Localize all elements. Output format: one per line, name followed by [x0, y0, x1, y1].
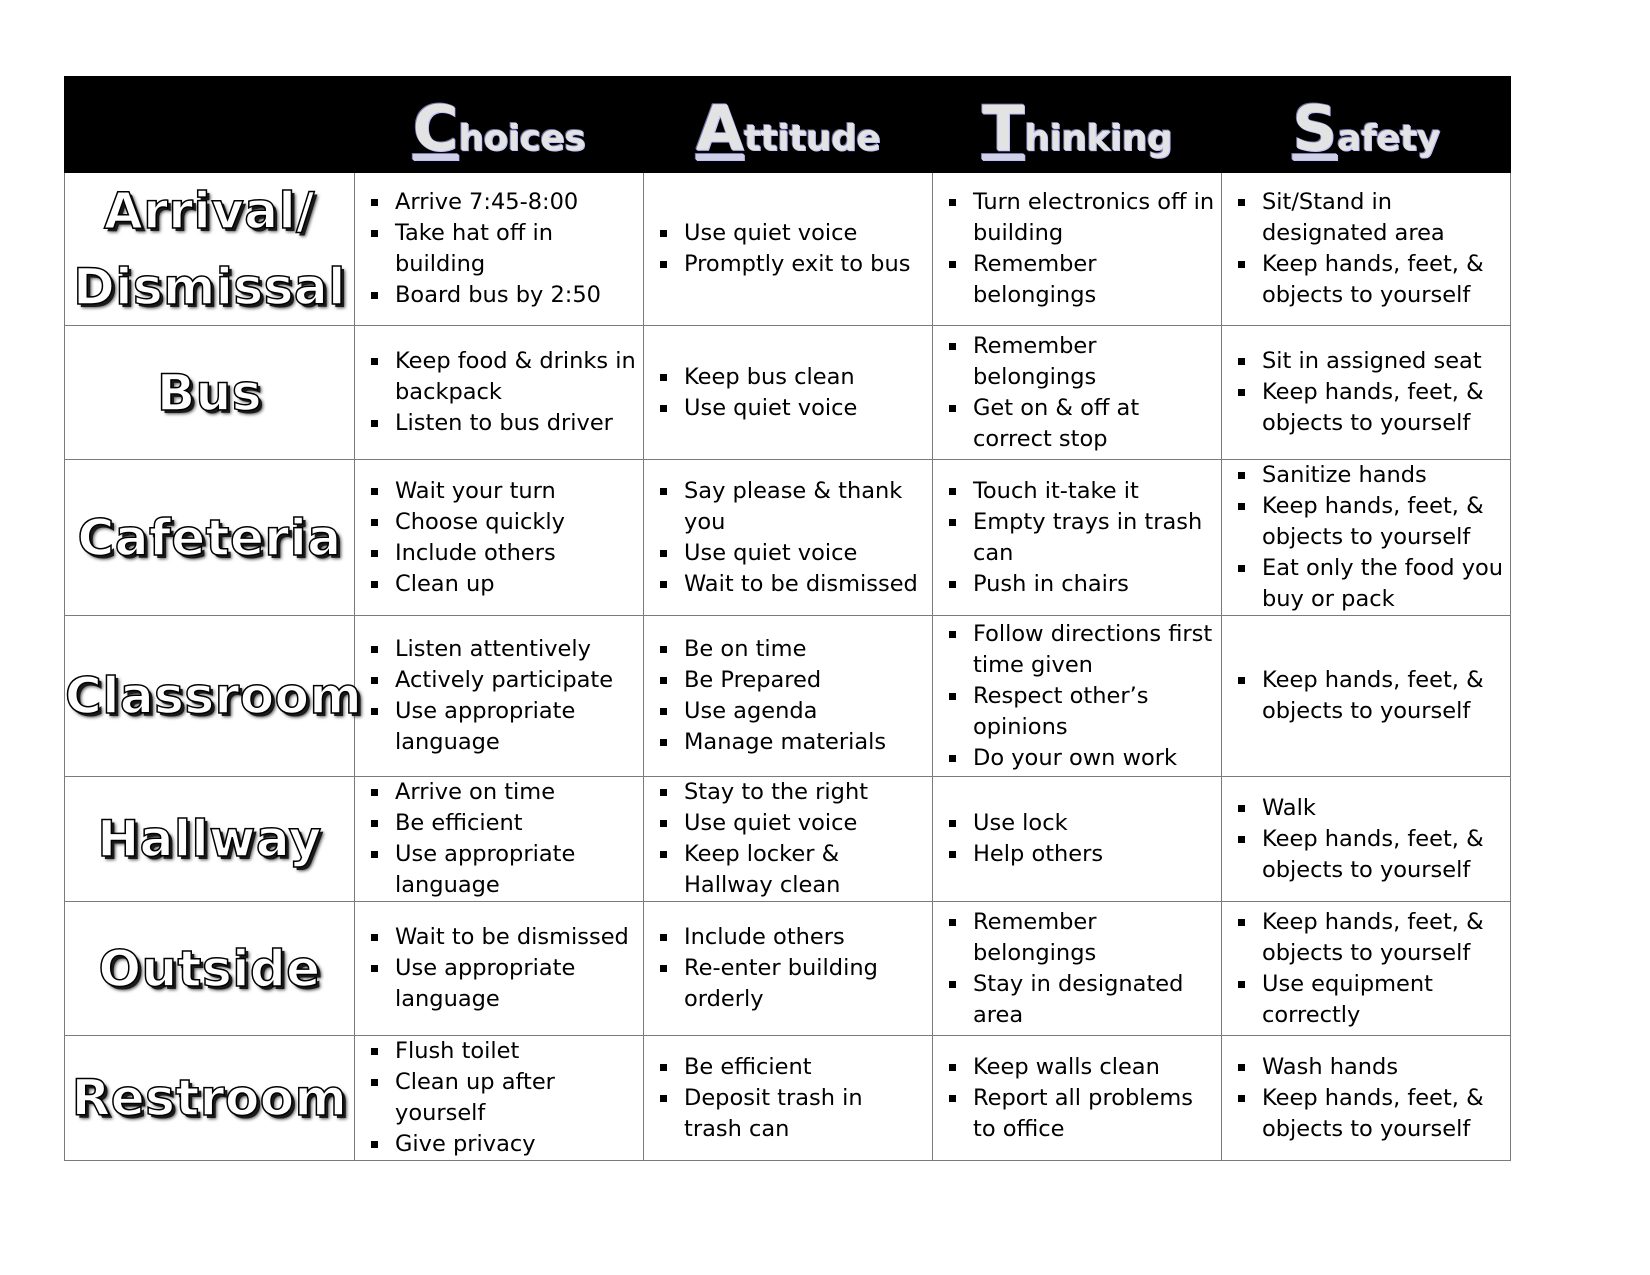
list-item: Give privacy	[367, 1129, 637, 1160]
row-label: Classroom	[65, 667, 363, 725]
header-initial: S	[1292, 92, 1338, 165]
header-attitude	[644, 77, 933, 173]
list-item: Listen attentively	[367, 634, 637, 665]
expectation-list	[933, 619, 1221, 774]
list-item: Use lock	[945, 808, 1215, 839]
header-row	[65, 77, 1511, 173]
expectation-list	[933, 187, 1221, 311]
list-item: Get on & off at correct stop	[945, 393, 1215, 455]
row-label: Arrival/	[104, 182, 315, 240]
list-item: Keep hands, feet, & objects to yourself	[1234, 1083, 1504, 1145]
list-item: Empty trays in trash can	[945, 507, 1215, 569]
row-label-cell	[65, 777, 355, 902]
list-item: Stay to the right	[656, 777, 926, 808]
expectation-list	[933, 1052, 1221, 1145]
row-label: Cafeteria	[77, 508, 342, 567]
list-item: Help others	[945, 839, 1215, 870]
matrix-cell	[1222, 902, 1511, 1036]
expectation-list	[644, 1052, 932, 1145]
table-row	[65, 616, 1511, 777]
list-item: Actively participate	[367, 665, 637, 696]
matrix-cell	[1222, 1036, 1511, 1161]
behavior-matrix-table	[64, 76, 1511, 1161]
list-item: Clean up	[367, 569, 637, 600]
matrix-cell	[933, 173, 1222, 326]
list-item: Keep food & drinks in backpack	[367, 346, 637, 408]
list-item: Choose quickly	[367, 507, 637, 538]
list-item: Wait to be dismissed	[367, 922, 637, 953]
expectation-list	[933, 476, 1221, 600]
table-row	[65, 173, 1511, 326]
row-label-cell	[65, 173, 355, 326]
list-item: Follow directions first time given	[945, 619, 1215, 681]
list-item: Keep locker & Hallway clean	[656, 839, 926, 901]
row-label: Restroom	[71, 1069, 348, 1127]
matrix-header	[65, 77, 1511, 173]
list-item: Do your own work	[945, 743, 1215, 774]
matrix-cell	[644, 902, 933, 1036]
expectation-list	[644, 777, 932, 901]
header-safety	[1222, 77, 1511, 173]
header-corner-cell	[65, 77, 355, 173]
row-label-cell	[65, 326, 355, 460]
matrix-body	[65, 173, 1511, 1161]
list-item: Keep bus clean	[656, 362, 926, 393]
row-label-cell	[65, 1036, 355, 1161]
header-thinking	[933, 77, 1222, 173]
list-item: Use appropriate language	[367, 953, 637, 1015]
expectation-list	[644, 476, 932, 600]
table-row	[65, 1036, 1511, 1161]
list-item: Keep hands, feet, & objects to yourself	[1234, 377, 1504, 439]
list-item: Remember belongings	[945, 249, 1215, 311]
matrix-cell	[355, 173, 644, 326]
matrix-cell	[355, 777, 644, 902]
list-item: Eat only the food you buy or pack	[1234, 553, 1504, 615]
expectation-list	[1222, 1052, 1510, 1145]
expectation-list	[1222, 346, 1510, 439]
expectation-list	[933, 907, 1221, 1031]
expectation-list	[1222, 907, 1510, 1031]
list-item: Push in chairs	[945, 569, 1215, 600]
expectation-list	[355, 346, 643, 439]
list-item: Be Prepared	[656, 665, 926, 696]
list-item: Sit in assigned seat	[1234, 346, 1504, 377]
list-item: Turn electronics off in building	[945, 187, 1215, 249]
matrix-cell	[1222, 173, 1511, 326]
header-initial: C	[412, 92, 459, 165]
row-label: Bus	[157, 363, 262, 422]
matrix-cell	[933, 1036, 1222, 1161]
list-item: Re-enter building orderly	[656, 953, 926, 1015]
list-item: Use agenda	[656, 696, 926, 727]
matrix-cell	[355, 1036, 644, 1161]
list-item: Wait to be dismissed	[656, 569, 926, 600]
list-item: Report all problems to office	[945, 1083, 1215, 1145]
row-label-cell	[65, 902, 355, 1036]
list-item: Use appropriate language	[367, 839, 637, 901]
row-label-cell	[65, 460, 355, 616]
matrix-cell	[933, 460, 1222, 616]
list-item: Keep hands, feet, & objects to yourself	[1234, 665, 1504, 727]
matrix-cell	[933, 616, 1222, 777]
list-item: Sanitize hands	[1234, 460, 1504, 491]
header-choices	[355, 77, 644, 173]
row-label-line2: Dismissal	[73, 258, 346, 316]
list-item: Include others	[367, 538, 637, 569]
list-item: Touch it-take it	[945, 476, 1215, 507]
header-rest: ttitude	[743, 118, 881, 159]
list-item: Be efficient	[367, 808, 637, 839]
expectation-list	[355, 922, 643, 1015]
list-item: Wash hands	[1234, 1052, 1504, 1083]
list-item: Wait your turn	[367, 476, 637, 507]
expectation-list	[1222, 665, 1510, 727]
list-item: Include others	[656, 922, 926, 953]
list-item: Stay in designated area	[945, 969, 1215, 1031]
expectation-list	[933, 808, 1221, 870]
header-rest: hoices	[458, 118, 586, 159]
list-item: Clean up after yourself	[367, 1067, 637, 1129]
expectation-list	[355, 634, 643, 758]
matrix-cell	[1222, 460, 1511, 616]
row-label-cell	[65, 616, 363, 777]
expectation-list	[355, 476, 643, 600]
list-item: Promptly exit to bus	[656, 249, 926, 280]
table-row	[65, 460, 1511, 616]
matrix-cell	[933, 777, 1222, 902]
list-item: Use quiet voice	[656, 218, 926, 249]
row-label: Outside	[98, 939, 321, 998]
row-label: Hallway	[97, 810, 322, 868]
list-item: Listen to bus driver	[367, 408, 637, 439]
table-row	[65, 902, 1511, 1036]
list-item: Sit/Stand in designated area	[1234, 187, 1504, 249]
expectation-list	[644, 922, 932, 1015]
table-row	[65, 326, 1511, 460]
header-initial: T	[981, 92, 1025, 165]
list-item: Board bus by 2:50	[367, 280, 637, 311]
list-item: Say please & thank you	[656, 476, 926, 538]
header-rest: afety	[1337, 118, 1440, 159]
expectation-list	[355, 187, 643, 311]
matrix-cell	[644, 173, 933, 326]
expectation-list	[1222, 460, 1510, 615]
list-item: Remember belongings	[945, 907, 1215, 969]
matrix-cell	[933, 326, 1222, 460]
matrix-cell	[355, 616, 644, 777]
matrix-cell	[644, 777, 933, 902]
expectation-list	[644, 634, 932, 758]
list-item: Keep walls clean	[945, 1052, 1215, 1083]
list-item: Flush toilet	[367, 1036, 637, 1067]
list-item: Be on time	[656, 634, 926, 665]
list-item: Be efficient	[656, 1052, 926, 1083]
list-item: Respect other’s opinions	[945, 681, 1215, 743]
list-item: Walk	[1234, 793, 1504, 824]
expectation-list	[933, 331, 1221, 455]
matrix-cell	[644, 1036, 933, 1161]
expectation-list	[644, 362, 932, 424]
matrix-cell	[355, 460, 644, 616]
expectation-list	[1222, 187, 1510, 311]
matrix-cell	[1222, 616, 1511, 777]
list-item: Use quiet voice	[656, 538, 926, 569]
list-item: Keep hands, feet, & objects to yourself	[1234, 249, 1504, 311]
matrix-cell	[933, 902, 1222, 1036]
matrix-cell	[644, 460, 933, 616]
list-item: Use appropriate language	[367, 696, 637, 758]
list-item: Arrive on time	[367, 777, 637, 808]
matrix-cell	[644, 326, 933, 460]
expectation-list	[644, 218, 932, 280]
expectation-list	[355, 1036, 643, 1160]
table-row	[65, 777, 1511, 902]
matrix-cell	[355, 326, 644, 460]
list-item: Keep hands, feet, & objects to yourself	[1234, 491, 1504, 553]
list-item: Use equipment correctly	[1234, 969, 1504, 1031]
list-item: Deposit trash in trash can	[656, 1083, 926, 1145]
expectation-list	[355, 777, 643, 901]
header-rest: hinking	[1024, 118, 1173, 159]
matrix-cell	[644, 616, 933, 777]
list-item: Remember belongings	[945, 331, 1215, 393]
list-item: Manage materials	[656, 727, 926, 758]
list-item: Take hat off in building	[367, 218, 637, 280]
matrix-cell	[1222, 777, 1511, 902]
list-item: Use quiet voice	[656, 393, 926, 424]
matrix-cell	[1222, 326, 1511, 460]
matrix-cell	[355, 902, 644, 1036]
list-item: Keep hands, feet, & objects to yourself	[1234, 824, 1504, 886]
list-item: Keep hands, feet, & objects to yourself	[1234, 907, 1504, 969]
list-item: Use quiet voice	[656, 808, 926, 839]
list-item: Arrive 7:45-8:00	[367, 187, 637, 218]
expectation-list	[1222, 793, 1510, 886]
header-initial: A	[695, 92, 744, 165]
